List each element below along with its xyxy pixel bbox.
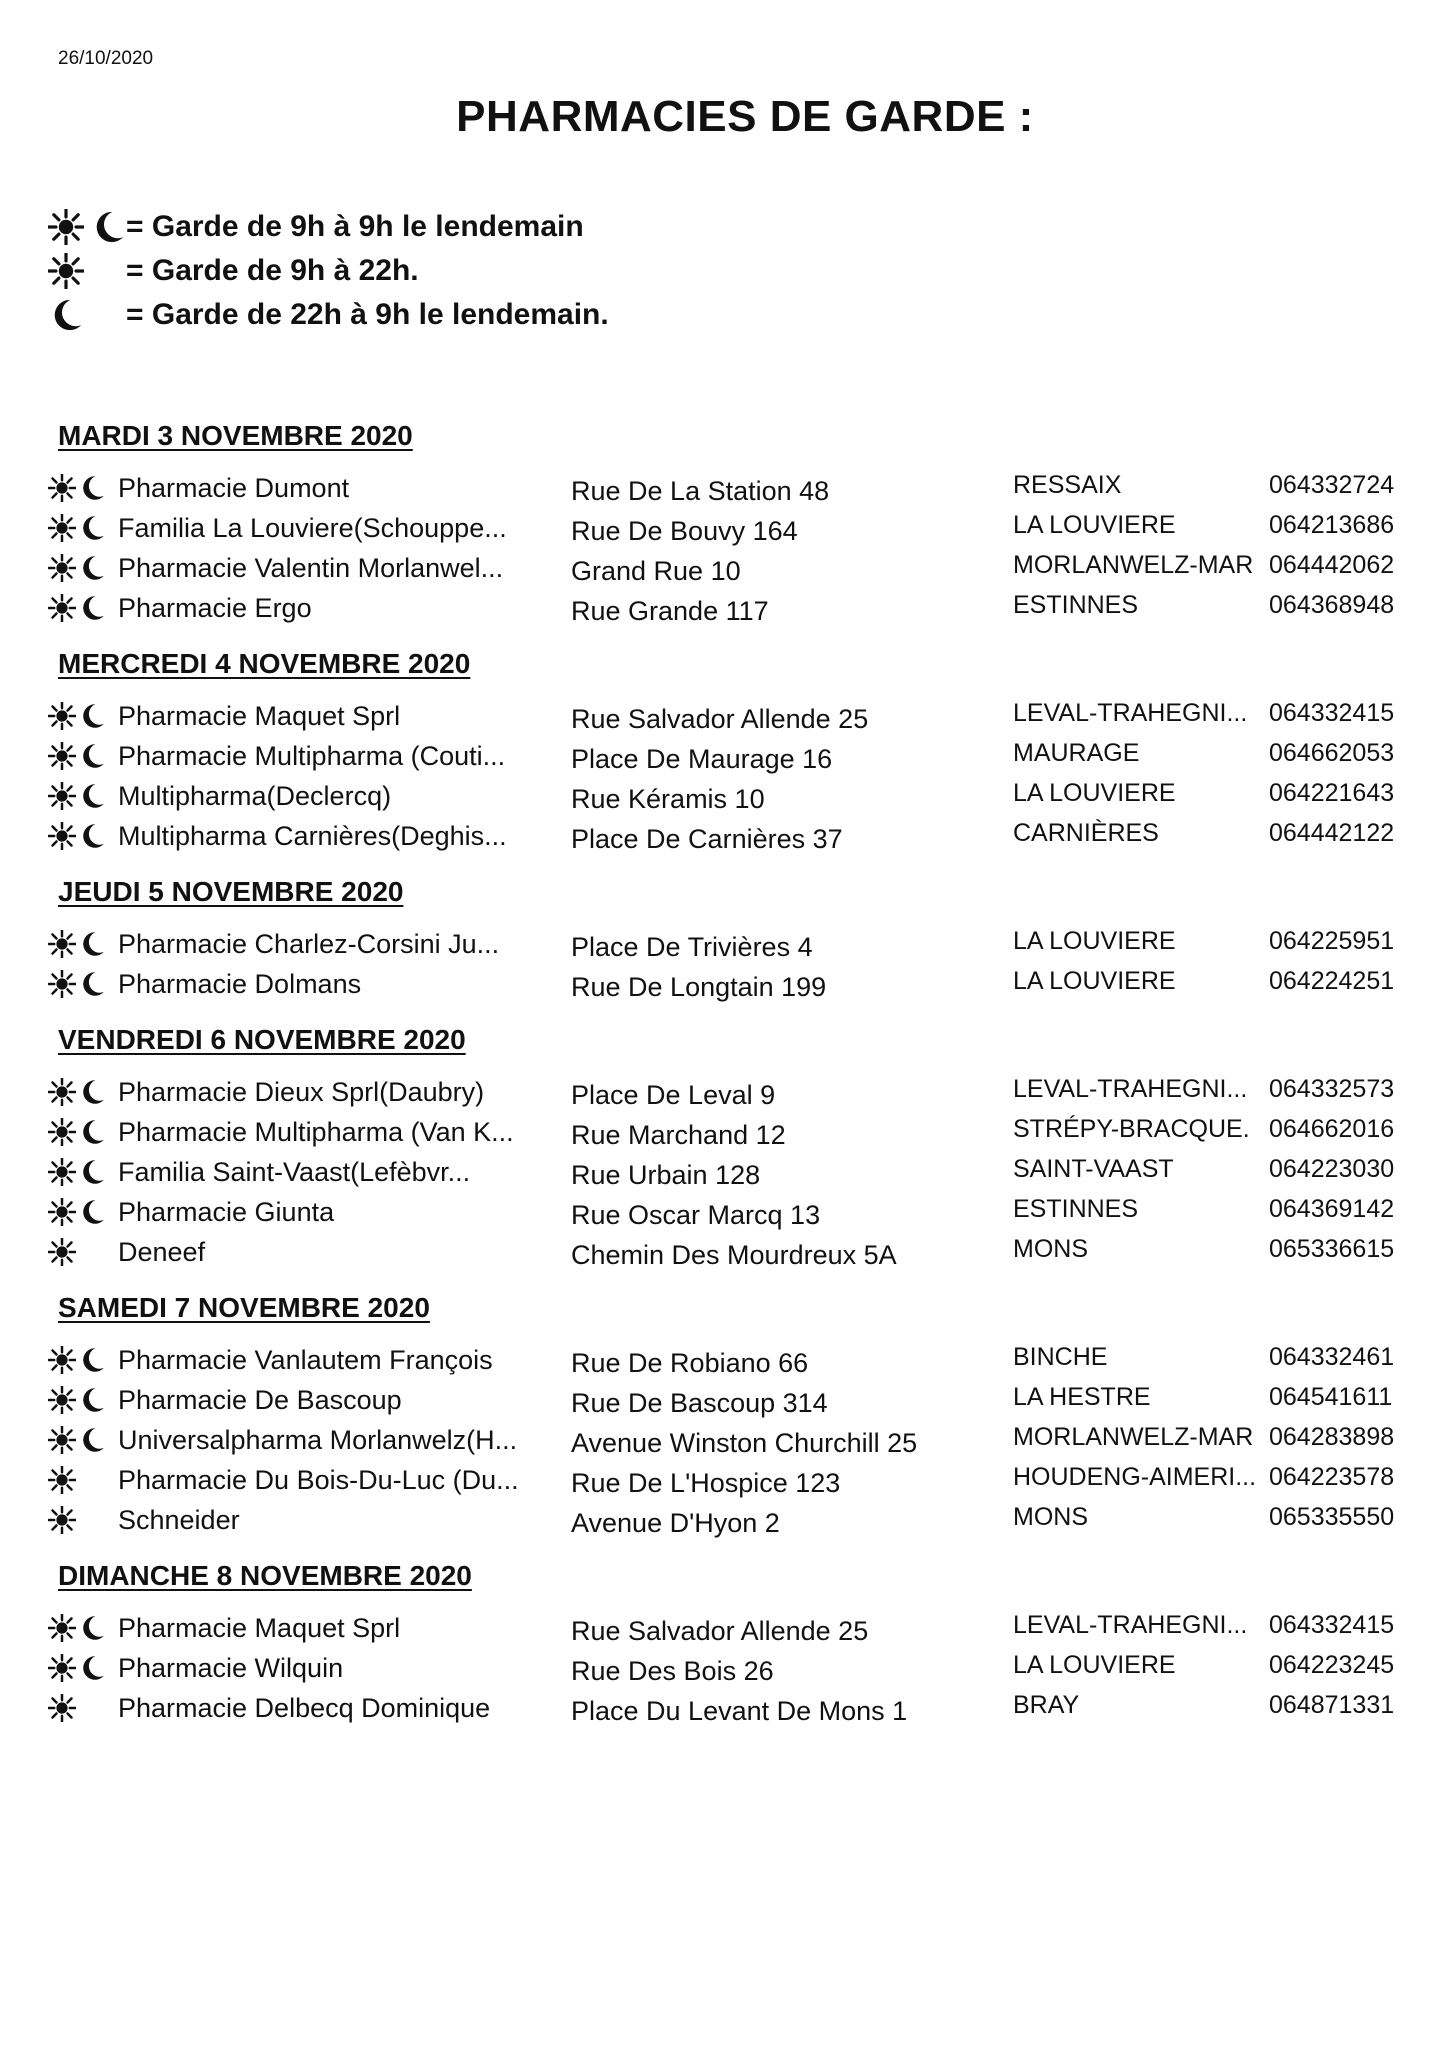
day-section <box>58 870 1408 1018</box>
pharmacy-phone: 065335550 <box>1269 1503 1395 1531</box>
pharmacy-city: LA LOUVIERE <box>1013 1651 1176 1679</box>
sun-icon <box>48 822 76 850</box>
sun-icon <box>48 782 76 810</box>
pharmacy-city: LA LOUVIERE <box>1013 779 1176 807</box>
moon-icon <box>78 1654 106 1682</box>
pharmacy-name: Pharmacie Giunta <box>118 1197 335 1227</box>
pharmacy-name: Familia La Louviere(Schouppe... <box>118 513 507 543</box>
day-heading: MERCREDI 4 NOVEMBRE 2020 <box>58 648 471 679</box>
pharmacy-address: Rue De Robiano 66 <box>571 1348 809 1378</box>
pharmacy-name: Schneider <box>118 1505 240 1535</box>
sun-icon <box>48 702 76 730</box>
sun-icon <box>48 742 76 770</box>
pharmacy-row <box>58 1112 1408 1152</box>
duty-icons <box>48 1158 108 1186</box>
moon-icon <box>78 514 106 542</box>
sun-icon <box>48 594 76 622</box>
sun-icon <box>48 1386 76 1414</box>
pharmacy-phone: 064332724 <box>1269 471 1395 499</box>
duty-icons <box>48 782 108 810</box>
legend-icons <box>48 209 126 245</box>
moon-icon <box>48 297 84 333</box>
sun-icon <box>48 1506 76 1534</box>
pharmacy-city: MONS <box>1013 1235 1088 1263</box>
pharmacy-address: Chemin Des Mourdreux 5A <box>571 1240 897 1270</box>
moon-icon <box>78 474 106 502</box>
sun-icon <box>48 1078 76 1106</box>
duty-icons <box>48 970 108 998</box>
pharmacy-city: ESTINNES <box>1013 591 1139 619</box>
moon-icon <box>78 554 106 582</box>
pharmacy-address: Rue Salvador Allende 25 <box>571 704 869 734</box>
pharmacy-phone: 064332573 <box>1269 1075 1395 1103</box>
pharmacy-phone: 064221643 <box>1269 779 1395 807</box>
pharmacy-phone: 064213686 <box>1269 511 1395 539</box>
pharmacy-row <box>58 964 1408 1004</box>
sun-icon <box>48 1694 76 1722</box>
pharmacy-phone: 064662016 <box>1269 1115 1395 1143</box>
pharmacy-address: Place De Leval 9 <box>571 1080 776 1110</box>
legend-text: = Garde de 22h à 9h le lendemain. <box>126 298 609 331</box>
duty-icons <box>48 1506 78 1534</box>
pharmacy-address: Rue Salvador Allende 25 <box>571 1616 869 1646</box>
pharmacy-city: LEVAL-TRAHEGNI... <box>1013 1611 1248 1639</box>
pharmacy-address: Rue De Longtain 199 <box>571 972 827 1002</box>
pharmacy-phone: 065336615 <box>1269 1235 1395 1263</box>
pharmacy-row <box>58 1500 1408 1540</box>
pharmacy-phone: 064332415 <box>1269 1611 1395 1639</box>
moon-icon <box>90 209 126 245</box>
pharmacy-address: Rue Oscar Marcq 13 <box>571 1200 821 1230</box>
pharmacy-phone: 064442062 <box>1269 551 1395 579</box>
pharmacy-city: BRAY <box>1013 1691 1080 1719</box>
pharmacy-name: Pharmacie Charlez-Corsini Ju... <box>118 929 500 959</box>
pharmacy-city: RESSAIX <box>1013 471 1122 499</box>
legend <box>48 205 609 337</box>
pharmacy-name: Pharmacie De Bascoup <box>118 1385 402 1415</box>
day-heading: DIMANCHE 8 NOVEMBRE 2020 <box>58 1560 472 1591</box>
sun-icon <box>48 1238 76 1266</box>
pharmacy-city: LEVAL-TRAHEGNI... <box>1013 1075 1248 1103</box>
pharmacy-row <box>58 468 1408 508</box>
day-heading: SAMEDI 7 NOVEMBRE 2020 <box>58 1292 430 1323</box>
sun-icon <box>48 1346 76 1374</box>
pharmacy-row <box>58 816 1408 856</box>
pharmacy-name: Pharmacie Dumont <box>118 473 350 503</box>
duty-icons <box>48 1426 108 1454</box>
duty-icons <box>48 702 108 730</box>
pharmacy-name: Familia Saint-Vaast(Lefèbvr... <box>118 1157 471 1187</box>
sun-icon <box>48 1198 76 1226</box>
pharmacy-city: BINCHE <box>1013 1343 1108 1371</box>
legend-icons <box>48 253 126 289</box>
pharmacy-row <box>58 1608 1408 1648</box>
pharmacy-city: MORLANWELZ-MAR <box>1013 1423 1254 1451</box>
duty-icons <box>48 930 108 958</box>
pharmacy-row <box>58 924 1408 964</box>
duty-icons <box>48 1466 78 1494</box>
pharmacy-row <box>58 1232 1408 1272</box>
pharmacy-address: Place De Maurage 16 <box>571 744 833 774</box>
pharmacy-phone: 064223245 <box>1269 1651 1395 1679</box>
pharmacy-city: ESTINNES <box>1013 1195 1139 1223</box>
pharmacy-city: CARNIÈRES <box>1013 819 1159 847</box>
pharmacy-name: Pharmacie Multipharma (Van K... <box>118 1117 514 1147</box>
pharmacy-name: Pharmacie Valentin Morlanwel... <box>118 553 504 583</box>
pharmacy-name: Pharmacie Vanlautem François <box>118 1345 493 1375</box>
pharmacy-address: Avenue Winston Churchill 25 <box>571 1428 918 1458</box>
pharmacy-address: Place Du Levant De Mons 1 <box>571 1696 908 1726</box>
day-section <box>58 1554 1408 1742</box>
pharmacy-address: Rue De L'Hospice 123 <box>571 1468 841 1498</box>
duty-icons <box>48 1238 78 1266</box>
pharmacy-phone: 064332461 <box>1269 1343 1395 1371</box>
pharmacy-address: Rue De La Station 48 <box>571 476 830 506</box>
duty-schedule <box>58 414 1408 1742</box>
legend-text: = Garde de 9h à 22h. <box>126 254 419 287</box>
sun-icon <box>48 1426 76 1454</box>
pharmacy-address: Rue De Bascoup 314 <box>571 1388 828 1418</box>
day-heading: VENDREDI 6 NOVEMBRE 2020 <box>58 1024 466 1055</box>
pharmacy-address: Grand Rue 10 <box>571 556 741 586</box>
pharmacy-phone: 064332415 <box>1269 699 1395 727</box>
moon-icon <box>78 1118 106 1146</box>
sun-icon <box>48 554 76 582</box>
pharmacy-phone: 064283898 <box>1269 1423 1395 1451</box>
duty-icons <box>48 742 108 770</box>
day-section <box>58 1018 1408 1286</box>
moon-icon <box>78 1198 106 1226</box>
pharmacy-row <box>58 548 1408 588</box>
pharmacy-row <box>58 1420 1408 1460</box>
sun-icon <box>48 253 84 289</box>
pharmacy-row <box>58 1380 1408 1420</box>
duty-icons <box>48 514 108 542</box>
pharmacy-row <box>58 696 1408 736</box>
pharmacy-row <box>58 1688 1408 1728</box>
duty-icons <box>48 1386 108 1414</box>
duty-icons <box>48 1346 108 1374</box>
pharmacy-phone: 064662053 <box>1269 739 1395 767</box>
pharmacy-city: MORLANWELZ-MAR <box>1013 551 1254 579</box>
pharmacy-name: Pharmacie Maquet Sprl <box>118 1613 401 1643</box>
document-title: PHARMACIES DE GARDE : <box>456 92 1034 141</box>
pharmacy-name: Pharmacie Maquet Sprl <box>118 701 401 731</box>
pharmacy-name: Pharmacie Du Bois-Du-Luc (Du... <box>118 1465 519 1495</box>
pharmacy-address: Rue Kéramis 10 <box>571 784 765 814</box>
pharmacy-address: Rue Marchand 12 <box>571 1120 786 1150</box>
pharmacy-name: Multipharma(Declercq) <box>118 781 392 811</box>
pharmacy-phone: 064225951 <box>1269 927 1395 955</box>
pharmacy-name: Pharmacie Ergo <box>118 593 312 623</box>
day-heading: MARDI 3 NOVEMBRE 2020 <box>58 420 413 451</box>
pharmacy-row <box>58 508 1408 548</box>
duty-icons <box>48 1614 108 1642</box>
moon-icon <box>78 594 106 622</box>
pharmacy-phone: 064223030 <box>1269 1155 1395 1183</box>
legend-item <box>48 205 609 249</box>
pharmacy-row <box>58 1192 1408 1232</box>
sun-icon <box>48 1654 76 1682</box>
pharmacy-phone: 064224251 <box>1269 967 1395 995</box>
duty-icons <box>48 1198 108 1226</box>
pharmacy-phone: 064871331 <box>1269 1691 1395 1719</box>
day-heading: JEUDI 5 NOVEMBRE 2020 <box>58 876 404 907</box>
pharmacy-name: Universalpharma Morlanwelz(H... <box>118 1425 518 1455</box>
moon-icon <box>78 1614 106 1642</box>
moon-icon <box>78 1158 106 1186</box>
pharmacy-name: Pharmacie Dolmans <box>118 969 362 999</box>
pharmacy-row <box>58 1648 1408 1688</box>
sun-icon <box>48 474 76 502</box>
pharmacy-phone: 064223578 <box>1269 1463 1395 1491</box>
pharmacy-name: Pharmacie Wilquin <box>118 1653 344 1683</box>
moon-icon <box>78 822 106 850</box>
pharmacy-phone: 064541611 <box>1269 1383 1393 1411</box>
pharmacy-city: MONS <box>1013 1503 1088 1531</box>
sun-icon <box>48 1466 76 1494</box>
pharmacy-row <box>58 1152 1408 1192</box>
duty-icons <box>48 1118 108 1146</box>
duty-icons <box>48 474 108 502</box>
pharmacy-name: Pharmacie Dieux Sprl(Daubry) <box>118 1077 485 1107</box>
day-section <box>58 642 1408 870</box>
pharmacy-address: Avenue D'Hyon 2 <box>571 1508 780 1538</box>
pharmacy-city: SAINT-VAAST <box>1013 1155 1174 1183</box>
pharmacy-name: Deneef <box>118 1237 206 1267</box>
duty-icons <box>48 1078 108 1106</box>
pharmacy-address: Rue Urbain 128 <box>571 1160 761 1190</box>
moon-icon <box>78 782 106 810</box>
pharmacy-row <box>58 588 1408 628</box>
legend-text: = Garde de 9h à 9h le lendemain <box>126 210 584 243</box>
pharmacy-row <box>58 776 1408 816</box>
pharmacy-row <box>58 1460 1408 1500</box>
pharmacy-address: Place De Carnières 37 <box>571 824 843 854</box>
duty-icons <box>48 1654 108 1682</box>
pharmacy-row <box>58 736 1408 776</box>
duty-icons <box>48 1694 78 1722</box>
pharmacy-address: Rue Grande 117 <box>571 596 769 626</box>
moon-icon <box>78 702 106 730</box>
day-section <box>58 414 1408 642</box>
pharmacy-name: Pharmacie Multipharma (Couti... <box>118 741 506 771</box>
moon-icon <box>78 1386 106 1414</box>
pharmacy-phone: 064442122 <box>1269 819 1395 847</box>
pharmacy-city: MAURAGE <box>1013 739 1140 767</box>
moon-icon <box>78 742 106 770</box>
pharmacy-city: LEVAL-TRAHEGNI... <box>1013 699 1248 727</box>
moon-icon <box>78 1426 106 1454</box>
pharmacy-address: Rue De Bouvy 164 <box>571 516 798 546</box>
legend-icons <box>48 297 126 333</box>
sun-icon <box>48 1614 76 1642</box>
pharmacy-city: STRÉPY-BRACQUE. <box>1013 1115 1250 1143</box>
pharmacy-name: Pharmacie Delbecq Dominique <box>118 1693 491 1723</box>
legend-item <box>48 293 609 337</box>
moon-icon <box>78 930 106 958</box>
sun-icon <box>48 209 84 245</box>
pharmacy-city: LA LOUVIERE <box>1013 511 1176 539</box>
sun-icon <box>48 930 76 958</box>
pharmacy-address: Rue Des Bois 26 <box>571 1656 774 1686</box>
moon-icon <box>78 1346 106 1374</box>
pharmacy-city: HOUDENG-AIMERI... <box>1013 1463 1257 1491</box>
legend-item <box>48 249 609 293</box>
sun-icon <box>48 1158 76 1186</box>
sun-icon <box>48 1118 76 1146</box>
duty-icons <box>48 594 108 622</box>
pharmacy-city: LA LOUVIERE <box>1013 967 1176 995</box>
sun-icon <box>48 514 76 542</box>
pharmacy-row <box>58 1072 1408 1112</box>
moon-icon <box>78 1078 106 1106</box>
day-section <box>58 1286 1408 1554</box>
pharmacy-row <box>58 1340 1408 1380</box>
document-date: 26/10/2020 <box>58 48 154 69</box>
duty-icons <box>48 822 108 850</box>
sun-icon <box>48 970 76 998</box>
moon-icon <box>78 970 106 998</box>
pharmacy-city: LA HESTRE <box>1013 1383 1151 1411</box>
pharmacy-address: Place De Trivières 4 <box>571 932 813 962</box>
pharmacy-phone: 064369142 <box>1269 1195 1395 1223</box>
pharmacy-name: Multipharma Carnières(Deghis... <box>118 821 507 851</box>
pharmacy-phone: 064368948 <box>1269 591 1395 619</box>
duty-icons <box>48 554 108 582</box>
pharmacy-city: LA LOUVIERE <box>1013 927 1176 955</box>
